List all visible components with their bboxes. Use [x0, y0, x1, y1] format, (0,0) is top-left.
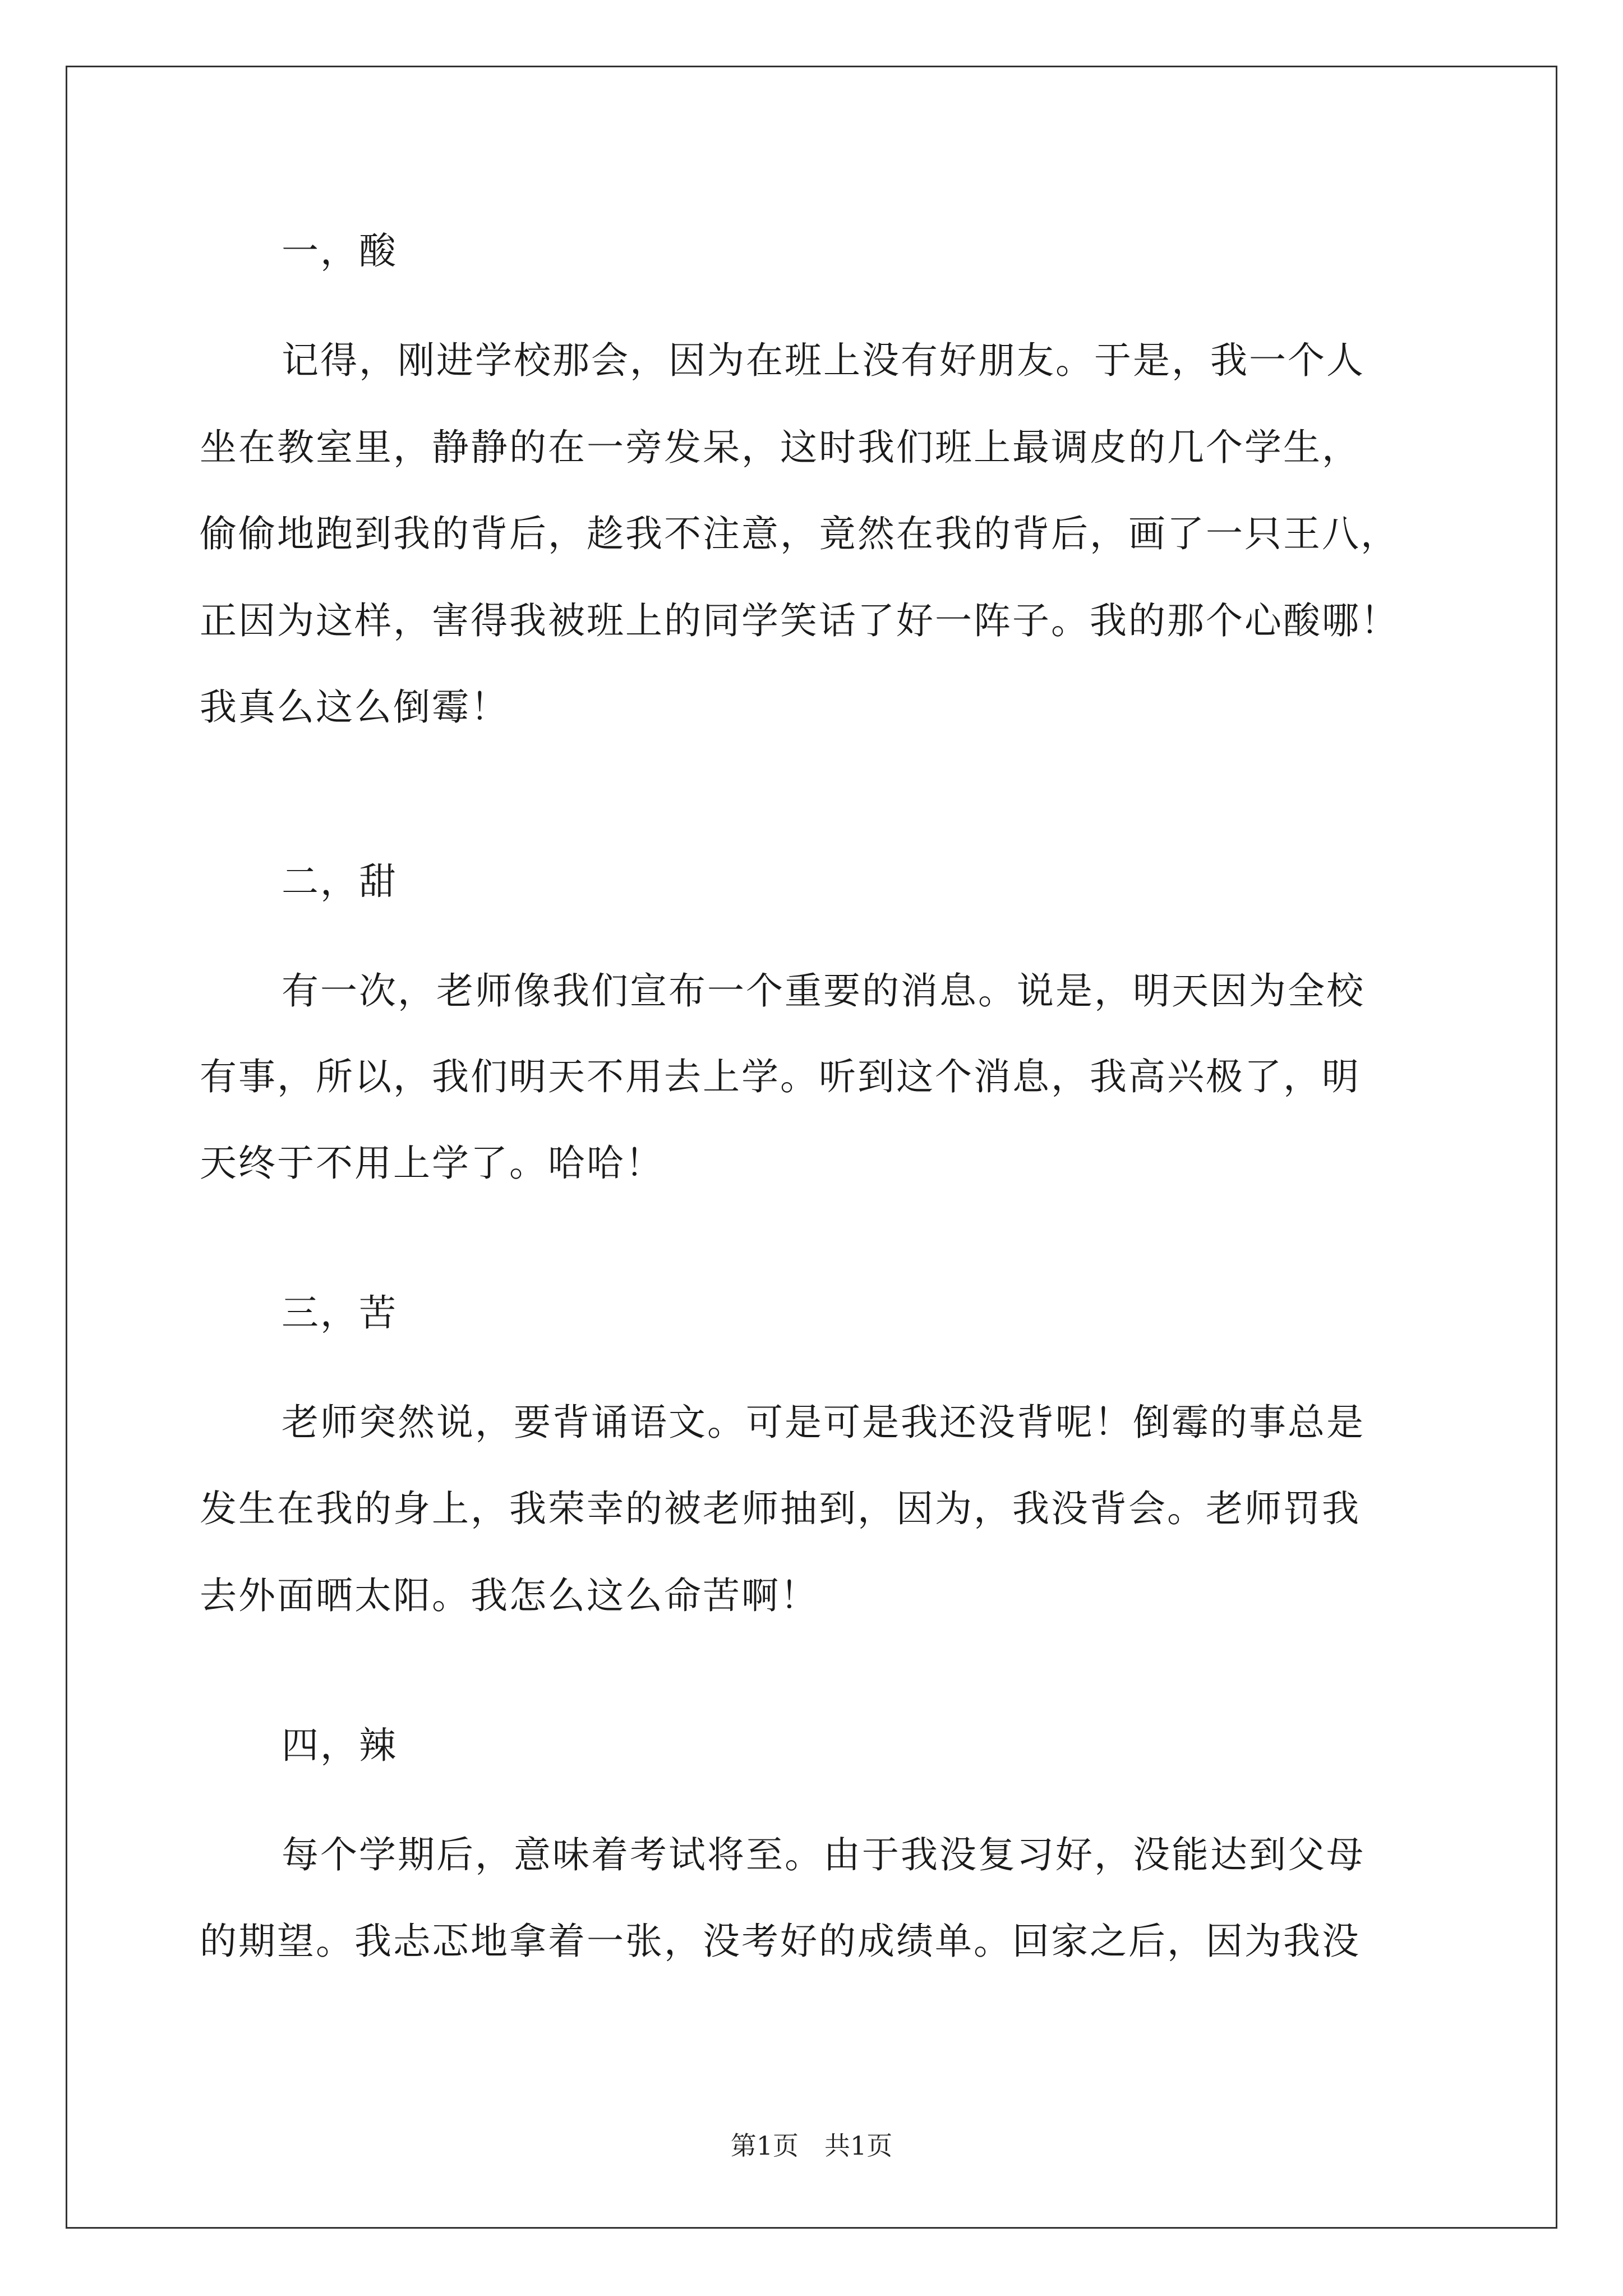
- paragraph-line: 发生在我的身上，我荣幸的被老师抽到，因为，我没背会。老师罚我: [200, 1487, 1361, 1530]
- page-footer: 第1页 共1页: [730, 2131, 893, 2161]
- paragraph-line: 天终于不用上学了。哈哈！: [200, 1142, 664, 1185]
- paragraph-line: 坐在教室里，静静的在一旁发呆，这时我们班上最调皮的几个学生，: [200, 426, 1361, 469]
- paragraph-line: 偷偷地跑到我的背后，趁我不注意，竟然在我的背后，画了一只王八，: [200, 512, 1399, 555]
- paragraph-line: 正因为这样，害得我被班上的同学笑话了好一阵子。我的那个心酸哪！: [200, 599, 1399, 642]
- paragraph-line: 有事，所以，我们明天不用去上学。听到这个消息，我高兴极了，明: [200, 1055, 1361, 1098]
- section-heading: 三，苦: [282, 1291, 398, 1335]
- paragraph-line: 的期望。我忐忑地拿着一张，没考好的成绩单。回家之后，因为我没: [200, 1920, 1361, 1963]
- section-heading: 一，酸: [282, 229, 398, 273]
- paragraph-line: 记得，刚进学校那会，因为在班上没有好朋友。于是，我一个人: [282, 339, 1365, 382]
- paragraph-line: 老师突然说，要背诵语文。可是可是我还没背呢！倒霉的事总是: [282, 1401, 1365, 1444]
- paragraph-line: 去外面晒太阳。我怎么这么命苦啊！: [200, 1574, 819, 1617]
- paragraph-line: 我真么这么倒霉！: [200, 685, 509, 729]
- paragraph-line: 有一次，老师像我们宣布一个重要的消息。说是，明天因为全校: [282, 969, 1365, 1013]
- paragraph-line: 每个学期后，意味着考试将至。由于我没复习好，没能达到父母: [282, 1833, 1365, 1876]
- section-heading: 四，辣: [282, 1724, 398, 1767]
- section-heading: 二，甜: [282, 860, 398, 903]
